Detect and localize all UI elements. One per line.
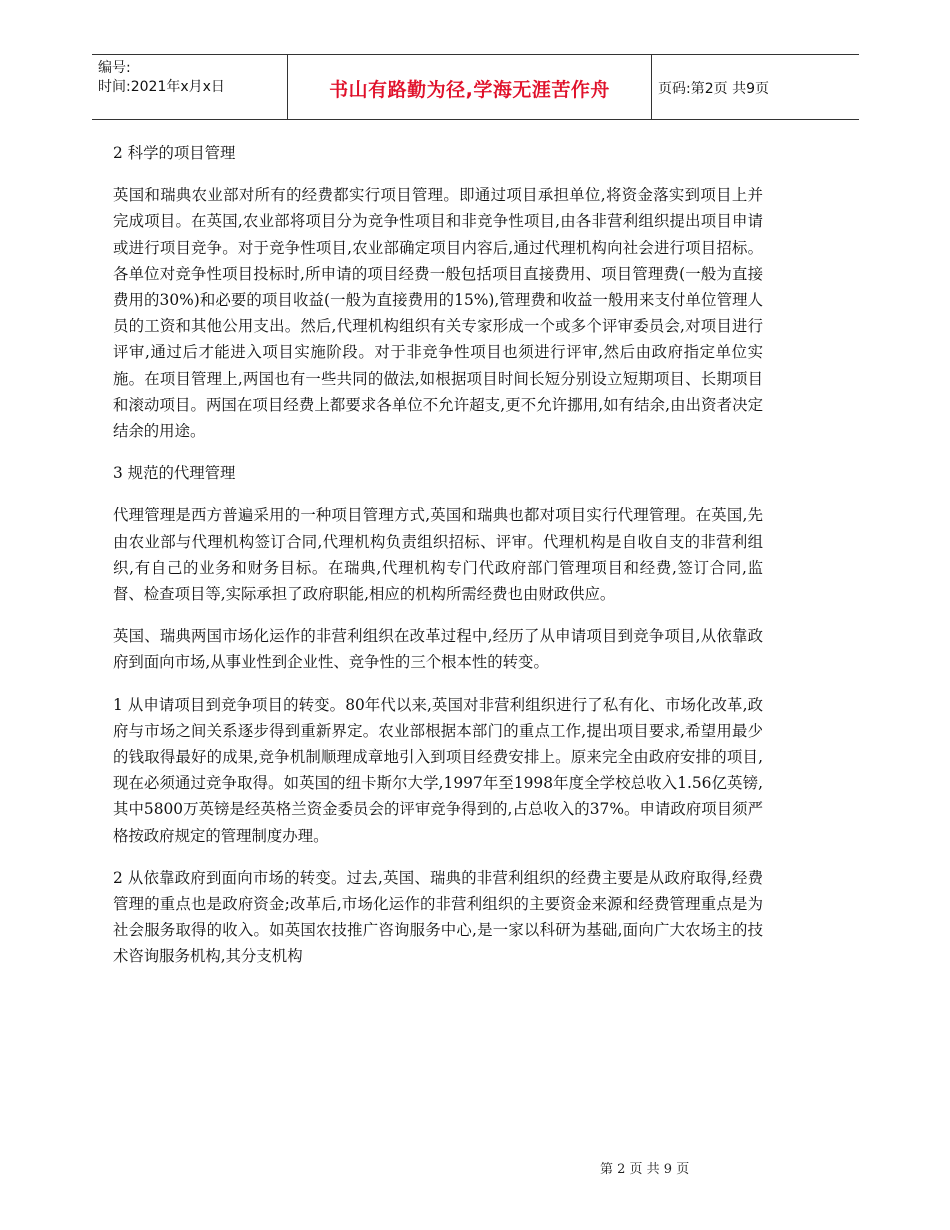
paragraph-agency-management: 代理管理是西方普遍采用的一种项目管理方式,英国和瑞典也都对项目实行代理管理。在英国,先由农业部与代理机构签订合同,代理机构负责组织招标、评审。代理机构是自收自支的非营利组织,有自己的业务和财务目标。在瑞典,代理机构专门代政府部门管理项目和经费,签订合同,监督、检查项目等,实际承担了政府职能,相应的机构所需经费也由财政供应。: [113, 506, 763, 604]
header-divider-right: [651, 55, 652, 119]
header-meta: [98, 59, 225, 97]
paragraph-project-management: 英国和瑞典农业部对所有的经费都实行项目管理。即通过项目承担单位,将资金落实到项目上并完成项目。在英国,农业部将项目分为竞争性项目和非竞争性项目,由各非营利组织提出项目申请或进行项目竞争。对于竞争性项目,农业部确定项目内容后,通过代理机构向社会进行项目招标。各单位对竞争性项目投标时,所申请的项目经费一般包括项目直接费用、项目管理费(一般为直接费用的30%)和必要的项目收益(一般为直接费用的15%),管理费和收益一般用来支付单位管理人员的工资和其他公用支出。然后,代理机构组织有关专家形成一个或多个评审委员会,对项目进行评审,通过后才能进入项目实施阶段。对于非竞争性项目也须进行评审,然后由政府指定单位实施。在项目管理上,两国也有一些共同的做法,如根据项目时间长短分别设立短期项目、长期项目和滚动项目。两国在项目经费上都要求各单位不允许超支,更不允许挪用,如有结余,由出资者决定结余的用途。: [113, 186, 763, 441]
section-heading-agency-management: 3 规范的代理管理: [113, 464, 236, 483]
section-heading-project-management: 2 科学的项目管理: [113, 144, 236, 162]
header-motto: 书山有路勤为径,学海无涯苦作舟: [329, 79, 610, 101]
paragraph-transformation-1: 1 从申请项目到竞争项目的转变。80年代以来,英国对非营利组织进行了私有化、市场化改革,政府与市场之间关系逐步得到重新界定。农业部根据本部门的重点工作,提出项目要求,希望用最少的钱取得最好的成果,竞争机制顺理成章地引入到项目经费安排上。原来完全由政府安排的项目,现在必须通过竞争取得。如英国的纽卡斯尔大学,1997年至1998年度全学校总收入1.56亿英镑,其中5800万英镑是经英格兰资金委员会的评审竞争得到的,占总收入的37%。申请政府项目须严格按政府规定的管理制度办理。: [113, 695, 763, 845]
paragraph-three-transformations: 英国、瑞典两国市场化运作的非营利组织在改革过程中,经历了从申请项目到竞争项目,从依靠政府到面向市场,从事业性到企业性、竞争性的三个根本性的转变。: [113, 627, 763, 672]
header-time-label: 时间:2021年x月x日: [98, 79, 225, 95]
header-page-info: 页码:第2页 共9页: [658, 81, 769, 97]
page-footer: 第 2 页 共 9 页: [600, 1162, 690, 1177]
paragraph-transformation-2: 2 从依靠政府到面向市场的转变。过去,英国、瑞典的非营利组织的经费主要是从政府取得,经费管理的重点也是政府资金;改革后,市场化运作的非营利组织的主要资金来源和经费管理重点是为社会服务取得的收入。如英国农技推广咨询服务中心,是一家以科研为基础,面向广大农场主的技术咨询服务机构,其分支机构: [113, 868, 763, 966]
document-body: [113, 140, 763, 986]
header-number-label: 编号:: [98, 60, 131, 76]
page-header: [92, 54, 859, 120]
